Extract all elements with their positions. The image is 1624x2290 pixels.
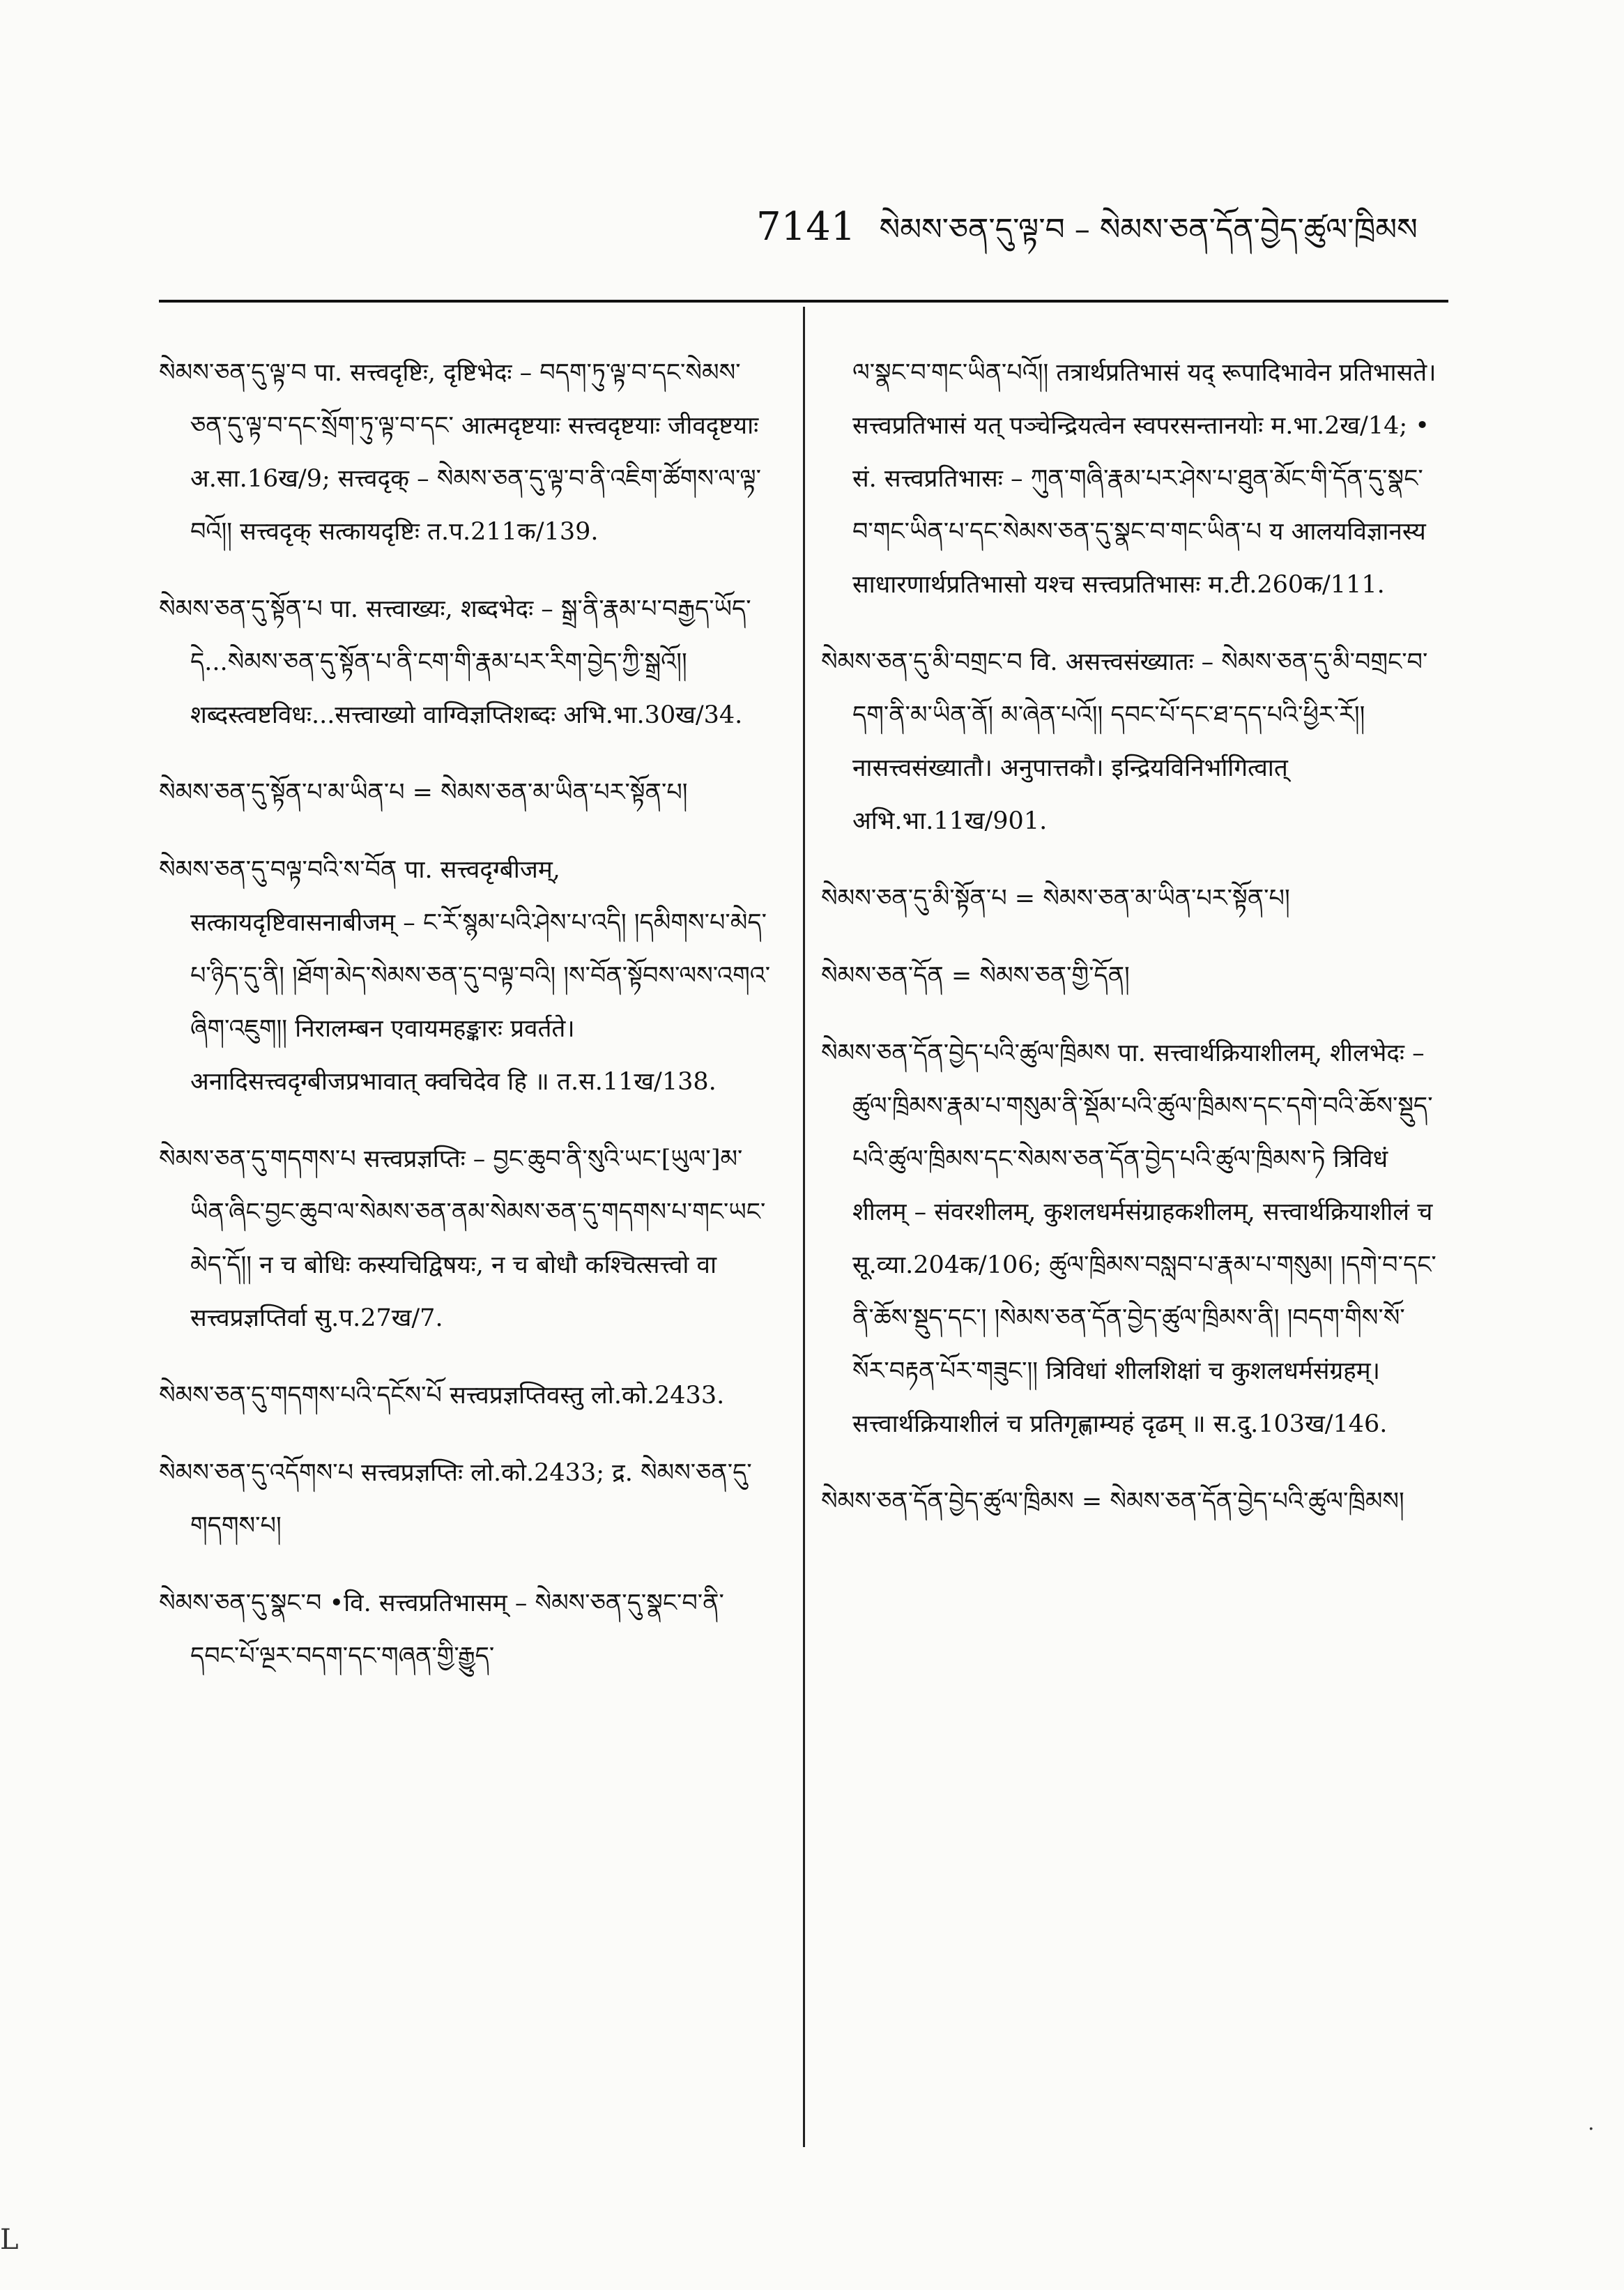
right-column	[821, 322, 1441, 1542]
dictionary-entry: སེམས་ཅན་དུ་མི་སྟོན་པ = སེམས་ཅན་མ་ཡིན་པར་སྟོན་པ།	[821, 885, 1290, 913]
running-header	[756, 195, 1453, 282]
header-rule	[159, 300, 1448, 303]
dictionary-entry: སེམས་ཅན་དུ་མི་བགྲང་བ वि. असत्त्वसंख्यातः – སེམས་ཅན་དུ་མི་བགྲང་བ་དག་ནི་མ་ཡིན་ནོ། མ་ཞེན་པའོ།། དབང་པོ་དང་ཐ་དད་པའི་ཕྱིར་རོ།། नासत्त्वसंख्यातौ। अनुपात्तकौ। इन्द्रियविनिर्भागित्वात् अभि.भा.11ख/901.	[821, 648, 1428, 835]
dictionary-entry: སེམས་ཅན་དུ་གདགས་པ सत्त्वप्रज्ञप्तिः – བྱང་ཆུབ་ནི་སུའི་ཡང་[ཡུལ་]མ་ཡིན་ཞིང་བྱང་ཆུབ་ལ་སེམས་ཅན་ནམ་སེམས་ཅན་དུ་གདགས་པ་གང་ཡང་མེད་དོ།། न च बोधिः कस्यचिद्विषयः, न च बोधौ कश्चित्सत्त्वो वा सत्त्वप्रज्ञप्तिर्वा सु.प.27ख/7.	[159, 1145, 766, 1332]
dictionary-entry: སེམས་ཅན་དོན = སེམས་ཅན་གྱི་དོན།	[821, 962, 1130, 990]
dictionary-entry-continued: ལ་སྣང་བ་གང་ཡིན་པའོ།། तत्रार्थप्रतिभासं यद् रूपादिभावेन प्रतिभासते। सत्त्वप्रतिभासं यत् पञ्चेन्द्रियत्वेन स्वपरसन्तानयोः म.भा.2ख/14; • सं. सत्त्वप्रतिभासः – ཀུན་གཞི་རྣམ་པར་ཤེས་པ་ཐུན་མོང་གི་དོན་དུ་སྣང་བ་གང་ཡིན་པ་དང་སེམས་ཅན་དུ་སྣང་བ་གང་ཡིན་པ य आलयविज्ञानस्य साधारणार्थप्रतिभासो यश्च सत्त्वप्रतिभासः म.टी.260क/111.	[852, 359, 1437, 599]
margin-mark: .	[1588, 2111, 1595, 2135]
dictionary-entry: སེམས་ཅན་དུ་སྟོན་པ पा. सत्त्वाख्यः, शब्दभेदः – སྒྲ་ནི་རྣམ་པ་བརྒྱད་ཡོད་དེ...སེམས་ཅན་དུ་སྟོན་པ་ནི་ངག་གི་རྣམ་པར་རིག་བྱེད་ཀྱི་སྒྲའོ།། शब्दस्त्वष्टविधः...सत्त्वाख्यो वाग्विज्ञप्तिशब्दः अभि.भा.30ख/34.	[159, 595, 751, 729]
corner-mark: L	[0, 2224, 19, 2256]
left-column	[159, 322, 772, 1697]
column-divider	[803, 307, 805, 2147]
page-number: 7141	[756, 204, 856, 250]
dictionary-entry: སེམས་ཅན་དོན་བྱེད་ཚུལ་ཁྲིམས = སེམས་ཅན་དོན་བྱེད་པའི་ཚུལ་ཁྲིམས།	[821, 1488, 1404, 1516]
dictionary-entry: སེམས་ཅན་དུ་སྟོན་པ་མ་ཡིན་པ = སེམས་ཅན་མ་ཡིན་པར་སྟོན་པ།	[159, 779, 688, 807]
dictionary-entry: སེམས་ཅན་དུ་གདགས་པའི་དངོས་པོ सत्त्वप्रज्ञप्तिवस्तु लो.को.2433.	[159, 1382, 725, 1410]
dictionary-entry: སེམས་ཅན་དུ་ལྟ་བ पा. सत्त्वदृष्टिः, दृष्टिभेदः – བདག་ཏུ་ལྟ་བ་དང་སེམས་ཅན་དུ་ལྟ་བ་དང་སྲོག་ཏུ་ལྟ་བ་དང་ आत्मदृष्टयाः सत्त्वदृष्टयाः जीवदृष्टयाः अ.सा.16ख/9; सत्त्वदृक् – སེམས་ཅན་དུ་ལྟ་བ་ནི་འཇིག་ཚོགས་ལ་ལྟ་བའོ།། सत्त्वदृक् सत्कायदृष्टिः त.प.211क/139.	[159, 359, 762, 546]
dictionary-entry: སེམས་ཅན་དུ་བལྟ་བའི་ས་བོན पा. सत्त्वदृग्बीजम्, सत्कायदृष्टिवासनाबीजम् – ང་རོ་སྙམ་པའི་ཤེས་པ་འདི། །དམིགས་པ་མེད་པ་ཉིད་དུ་ནི། །ཐོག་མེད་སེམས་ཅན་དུ་བལྟ་བའི། །ས་བོན་སྟོབས་ལས་འགའ་ཞིག་འཇུག།། निरालम्बन एवायमहङ्कारः प्रवर्तते। अनादिसत्त्वदृग्बीजप्रभावात् क्वचिदेव हि ॥ त.स.11ख/138.	[159, 856, 771, 1096]
dictionary-entry: སེམས་ཅན་དོན་བྱེད་པའི་ཚུལ་ཁྲིམས पा. सत्त्वार्थक्रियाशीलम्, शीलभेदः – ཚུལ་ཁྲིམས་རྣམ་པ་གསུམ་ནི་སྡོམ་པའི་ཚུལ་ཁྲིམས་དང་དགེ་བའི་ཆོས་སྡུད་པའི་ཚུལ་ཁྲིམས་དང་སེམས་ཅན་དོན་བྱེད་པའི་ཚུལ་ཁྲིམས་ཏེ त्रिविधं शीलम् – संवरशीलम्, कुशलधर्मसंग्राहकशीलम्, सत्त्वार्थक्रियाशीलं च सू.व्या.204क/106; ཚུལ་ཁྲིམས་བསླབ་པ་རྣམ་པ་གསུམ། །དགེ་བ་དང་ནི་ཆོས་སྡུད་དང་། །སེམས་ཅན་དོན་བྱེད་ཚུལ་ཁྲིམས་ནི། །བདག་གིས་སོ་སོར་བརྟན་པོར་གཟུང་།། त्रिविधां शीलशिक्षां च कुशलधर्मसंग्रहम्। सत्त्वार्थक्रियाशीलं च प्रतिगृह्णाम्यहं दृढम् ॥ स.दु.103ख/146.	[821, 1039, 1437, 1438]
running-head: སེམས་ཅན་དུ་ལྟ་བ – སེམས་ཅན་དོན་བྱེད་ཚུལ་ཁྲིམས	[879, 212, 1418, 247]
dictionary-entry: སེམས་ཅན་དུ་འདོགས་པ सत्त्वप्रज्ञप्तिः लो.को.2433; द्र. སེམས་ཅན་དུ་གདགས་པ།	[159, 1459, 752, 1540]
dictionary-entry: སེམས་ཅན་དུ་སྣང་བ •वि. सत्त्वप्रतिभासम् – སེམས་ཅན་དུ་སྣང་བ་ནི་དབང་པོ་ལྔར་བདག་དང་གཞན་གྱི་རྒྱུད་	[159, 1589, 724, 1670]
